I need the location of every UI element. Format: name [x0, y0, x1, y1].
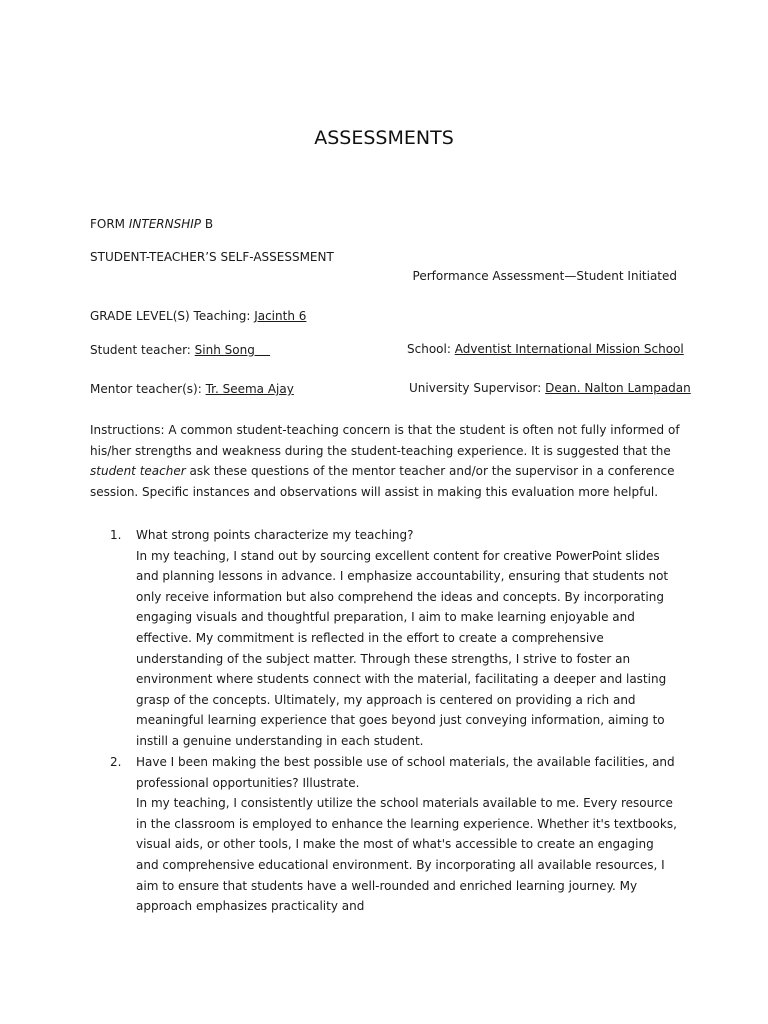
- supervisor-label: University Supervisor:: [409, 381, 546, 395]
- mentor-teacher: [90, 381, 294, 397]
- instructions-paragraph: [90, 420, 680, 502]
- list-item: [90, 752, 680, 917]
- item-question: Have I been making the best possible use of school materials, the available facilities, and professional opportunities? Illustrate.: [136, 755, 675, 790]
- school-value: Adventist International Mission School: [454, 342, 684, 356]
- supervisor-value: Dean. Nalton Lampadan: [545, 381, 691, 395]
- section-heading: STUDENT-TEACHER’S SELF-ASSESSMENT: [90, 250, 334, 264]
- school-label: School:: [407, 342, 455, 356]
- item-number: 1.: [110, 528, 122, 542]
- instructions-text-1: Instructions: A common student-teaching concern is that the student is often not fully informed of his/her strengths and weakness during the student-teaching experience. It is suggested that the: [90, 423, 680, 458]
- student-teacher-value: Sinh Song: [194, 343, 271, 357]
- mentor-value: Tr. Seema Ajay: [205, 382, 294, 396]
- university-supervisor: [409, 381, 691, 395]
- grade-value: Jacinth 6: [254, 309, 307, 323]
- grade-label: GRADE LEVEL(S) Teaching:: [90, 309, 255, 323]
- instructions-italic: student teacher: [90, 464, 186, 479]
- student-teacher-label: Student teacher:: [90, 343, 195, 357]
- item-answer: In my teaching, I consistently utilize the school materials available to me. Every resource in the classroom is employed to enhance the learning experience. Whether it's textbooks, visual aids, or other tools, I make the most of what's accessible to create an engaging and comprehensive educational environment. By incorporating all available resources, I aim to ensure that students have a well-rounded and enriched learning journey. My approach emphasizes practicality and: [136, 796, 677, 914]
- form-italic: INTERNSHIP: [128, 217, 202, 231]
- item-question: What strong points characterize my teaching?: [136, 528, 414, 542]
- grade-level: [90, 308, 306, 324]
- page-title: ASSESSMENTS: [314, 127, 454, 149]
- item-number: 2.: [110, 755, 122, 769]
- student-teacher: [90, 342, 270, 358]
- item-answer: In my teaching, I stand out by sourcing excellent content for creative PowerPoint slides and planning lessons in advance. I emphasize accountability, ensuring that students not only receive information but also comprehend the ideas and concepts. By incorporating engaging visuals and thoughtful preparation, I aim to make learning enjoyable and effective. My commitment is reflected in the effort to create a comprehensive understanding of the subject matter. Through these strengths, I strive to foster an environment where students connect with the material, facilitating a deeper and lasting grasp of the concepts. Ultimately, my approach is centered on providing a rich and meaningful learning experience that goes beyond just conveying information, aiming to instill a genuine understanding in each student.: [136, 548, 669, 748]
- section-subheading: Performance Assessment—Student Initiated: [412, 269, 677, 283]
- instructions-text-2: ask these questions of the mentor teacher and/or the supervisor in a conference session. Specific instances and observations will assist in making this evaluation more helpful.: [90, 464, 675, 499]
- form-prefix: FORM: [90, 217, 129, 231]
- mentor-label: Mentor teacher(s):: [90, 382, 206, 396]
- list-item: [90, 525, 680, 752]
- school: [407, 342, 684, 356]
- form-suffix: B: [201, 217, 214, 231]
- form-label: [90, 216, 213, 232]
